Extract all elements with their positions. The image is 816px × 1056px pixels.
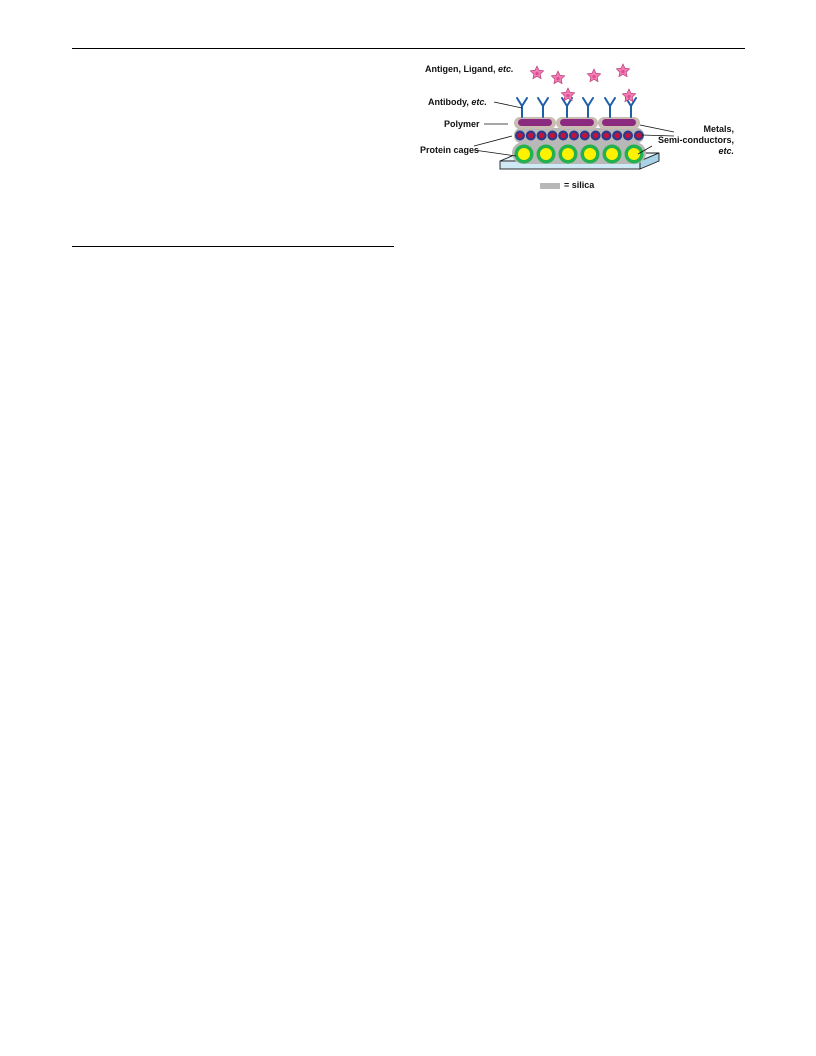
metal-loaded-cage: [547, 131, 557, 141]
antigen-stars: [530, 64, 635, 102]
label-silica-legend: = silica: [564, 180, 595, 190]
label-antigen: Antigen, Ligand, etc.: [425, 64, 514, 74]
protein-cage: [581, 145, 600, 164]
antibody-icon: [538, 98, 548, 117]
polymer-segment: [602, 119, 636, 126]
metal-loaded-cage: [537, 131, 547, 141]
antibody-icon: [562, 98, 572, 117]
metal-loaded-cage: [558, 131, 568, 141]
antigen-star-icon: [616, 64, 629, 77]
antigen-star-icon: [587, 69, 600, 82]
label-metals: Metals, Semi-conductors, etc.: [657, 124, 734, 156]
metal-loaded-cage: [623, 131, 633, 141]
polymer-layer: [514, 117, 640, 129]
metal-loaded-cage: [515, 131, 525, 141]
metal-loaded-cage: [634, 131, 644, 141]
label-polymer: Polymer: [444, 119, 480, 129]
antibody-row: [517, 98, 636, 117]
antigen-star-icon: [622, 89, 635, 102]
antigen-star-icon: [530, 66, 543, 79]
protein-cage: [559, 145, 578, 164]
antibody-icon: [583, 98, 593, 117]
antibody-icon: [605, 98, 615, 117]
polymer-segment: [518, 119, 552, 126]
label-antibody: Antibody, etc.: [428, 97, 487, 107]
metal-loaded-cage: [591, 131, 601, 141]
metal-loaded-cage: [612, 131, 622, 141]
metal-loaded-cage: [569, 131, 579, 141]
footnote-rule: [72, 246, 394, 247]
silica-legend-swatch: [540, 183, 560, 189]
metal-loaded-cage: [601, 131, 611, 141]
protein-cage: [537, 145, 556, 164]
figure-protein-cage-assembly: [412, 58, 752, 203]
metal-loaded-cage: [580, 131, 590, 141]
protein-cage: [515, 145, 534, 164]
metal-loaded-cage: [526, 131, 536, 141]
header-rule: [72, 48, 745, 49]
protein-cage: [625, 145, 644, 164]
label-protein-cages: Protein cages: [420, 145, 480, 155]
polymer-segment: [560, 119, 594, 126]
antigen-star-icon: [551, 71, 564, 84]
protein-cage: [603, 145, 622, 164]
